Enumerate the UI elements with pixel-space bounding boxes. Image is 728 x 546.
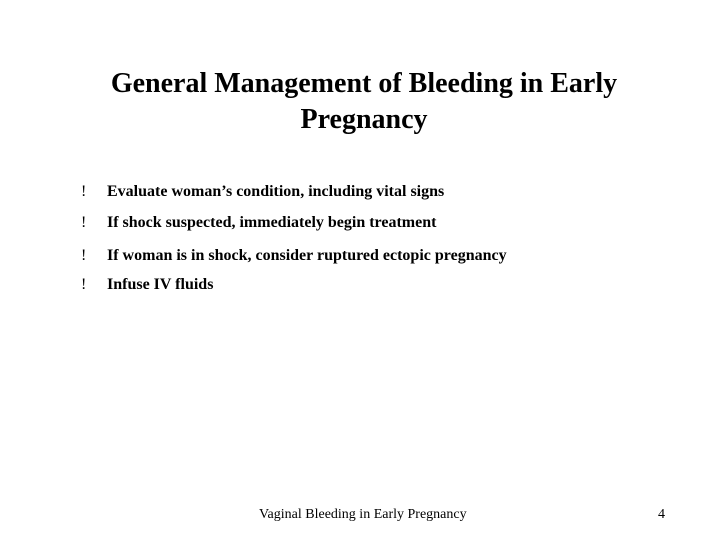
bullet-text: If shock suspected, immediately begin treatment	[107, 214, 437, 231]
bullet-marker: !	[81, 276, 87, 293]
bullet-item	[0, 181, 640, 205]
page-number: 4	[658, 507, 665, 522]
slide-title	[60, 66, 668, 138]
bullet-text: Infuse IV fluids	[107, 276, 214, 293]
bullet-item	[0, 274, 640, 298]
slide-title-line-2: Pregnancy	[300, 104, 428, 135]
bullet-text: If woman is in shock, consider ruptured ectopic pregnancy	[107, 247, 507, 264]
footer-title: Vaginal Bleeding in Early Pregnancy	[259, 507, 467, 522]
bullet-marker: !	[81, 247, 87, 264]
bullet-item	[0, 212, 640, 236]
bullet-marker: !	[81, 183, 87, 200]
bullet-marker: !	[81, 214, 87, 231]
bullet-item	[0, 245, 640, 269]
bullet-text: Evaluate woman’s condition, including vital signs	[107, 183, 445, 200]
slide-title-line-1: General Management of Bleeding in Early	[110, 68, 618, 99]
